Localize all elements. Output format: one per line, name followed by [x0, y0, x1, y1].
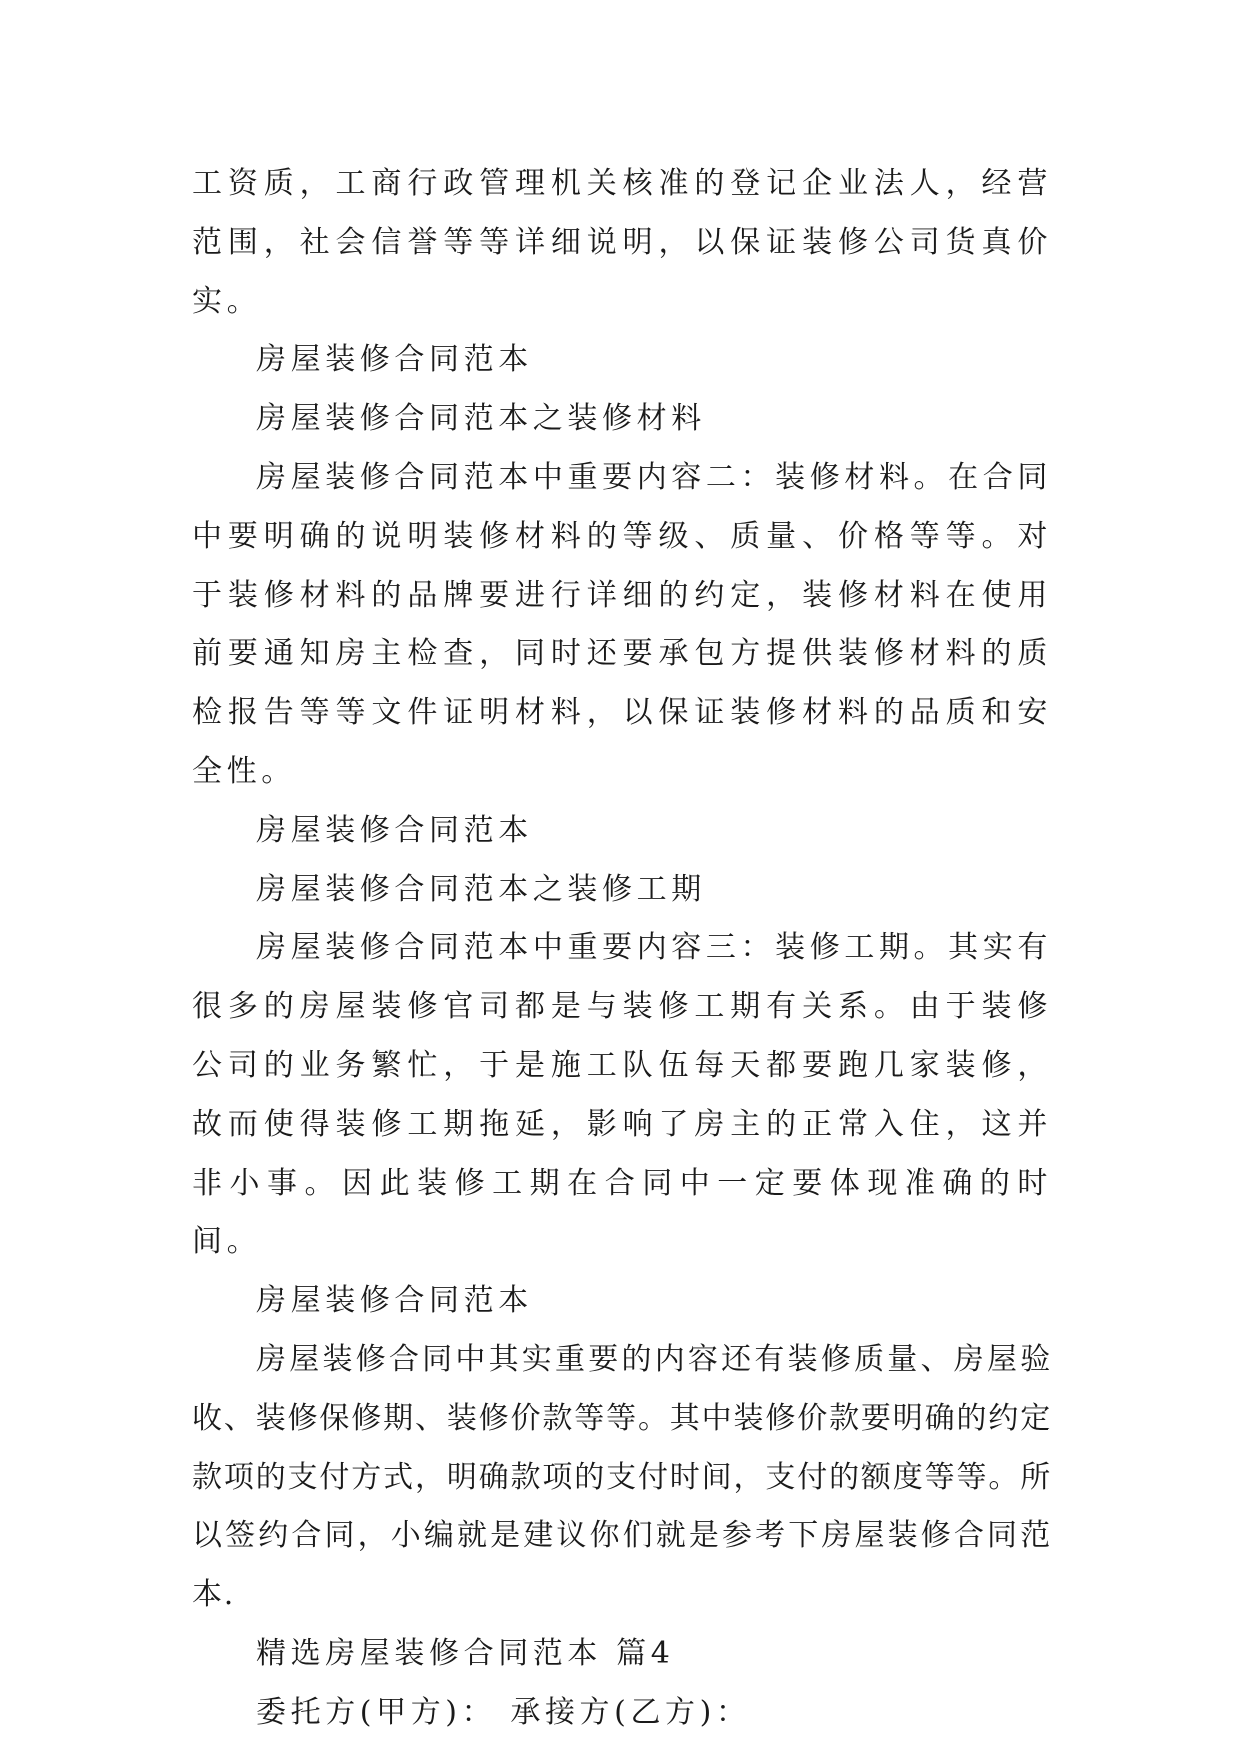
heading-decoration-schedule: 房屋装修合同范本之装修工期: [256, 871, 706, 907]
heading-contract-sample: 房屋装修合同范本: [256, 812, 533, 848]
heading-contract-sample: 房屋装修合同范本: [256, 342, 533, 378]
heading-decoration-materials: 房屋装修合同范本之装修材料: [256, 401, 706, 437]
heading-section-4: 精选房屋装修合同范本 篇4: [256, 1635, 675, 1671]
heading-contract-sample: 房屋装修合同范本: [256, 1283, 533, 1319]
paragraph-other-contents: 房屋装修合同中其实重要的内容还有装修质量、房屋验收、装修保修期、装修价款等等。其中装修价款要明确的约定款项的支付方式，明确款项的支付时间，支付的额度等等。所以签约合同，小编就是建议你们就是参考下房屋装修合同范本.: [192, 1341, 1052, 1613]
document-body: [192, 155, 1052, 1743]
paragraph-decoration-schedule: 房屋装修合同范本中重要内容三：装修工期。其实有很多的房屋装修官司都是与装修工期有关系。由于装修公司的业务繁忙，于是施工队伍每天都要跑几家装修，故而使得装修工期拖延，影响了房主的正常入住，这并非小事。因此装修工期在合同中一定要体现准确的时间。: [192, 930, 1052, 1260]
parties-line: 委托方(甲方)： 承接方(乙方)：: [256, 1694, 751, 1730]
paragraph-company-qualification: 工资质，工商行政管理机关核准的登记企业法人，经营范围，社会信誉等等详细说明，以保证装修公司货真价实。: [192, 166, 1052, 319]
paragraph-decoration-materials: 房屋装修合同范本中重要内容二：装修材料。在合同中要明确的说明装修材料的等级、质量、价格等等。对于装修材料的品牌要进行详细的约定，装修材料在使用前要通知房主检查，同时还要承包方提供装修材料的质检报告等等文件证明材料，以保证装修材料的品质和安全性。: [192, 459, 1052, 789]
